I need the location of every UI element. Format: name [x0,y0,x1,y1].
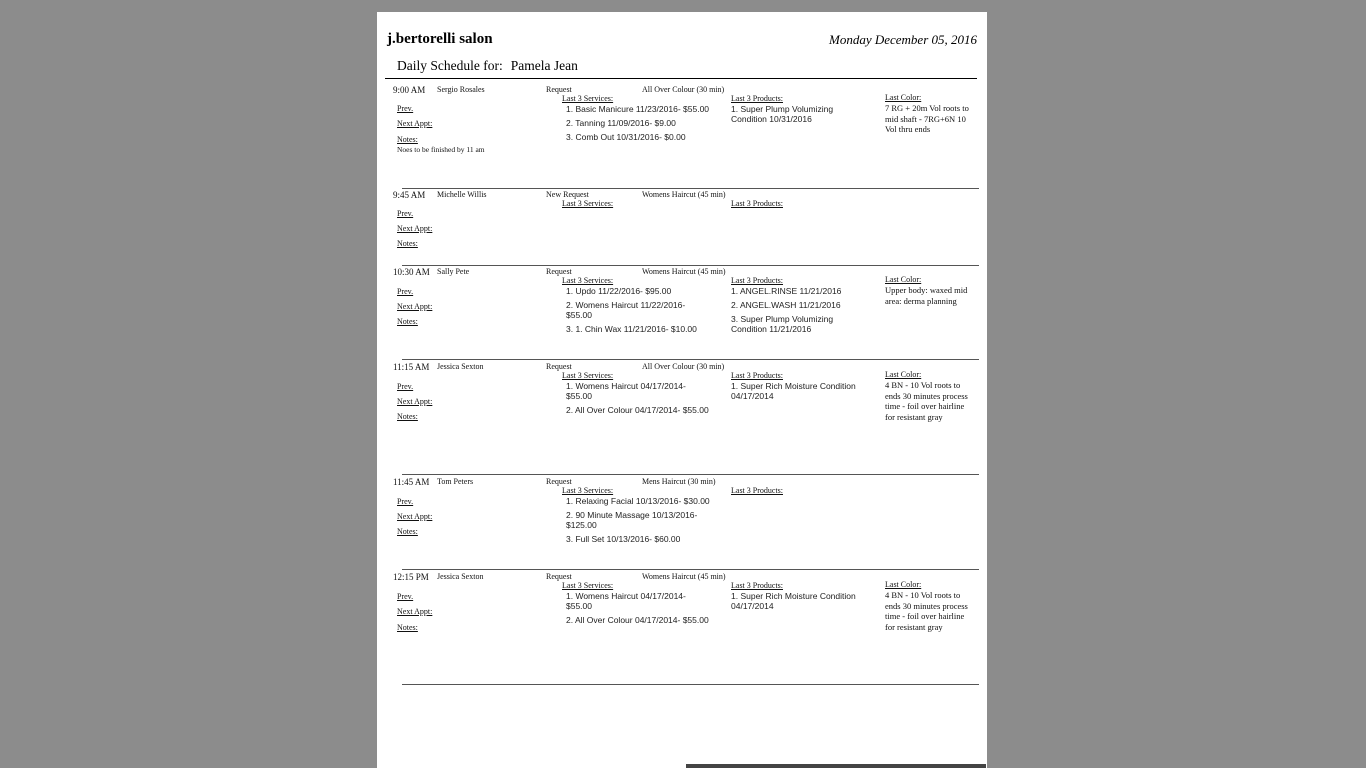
last-products-header: Last 3 Products: [731,276,783,285]
last-color-header: Last Color: [885,93,922,102]
client-name[interactable]: Tom Peters [437,477,474,486]
appointment-time: 11:15 AM [393,362,430,372]
client-name[interactable]: Jessica Sexton [437,362,484,371]
stylist-name: Pamela Jean [510,58,578,73]
last-products [731,199,871,209]
salon-name: j.bertorelli salon [387,31,493,47]
service-item: 2. 90 Minute Massage 10/13/2016- $125.00 [566,510,698,530]
prev-link[interactable]: Prev. [397,104,414,113]
request-type: Request [546,572,572,581]
last-services-header: Last 3 Services: [562,94,614,103]
last-products [731,371,871,401]
service-item: 3. 1. Chin Wax 11/21/2016- $10.00 [566,324,697,334]
next-appt-link[interactable]: Next Appt: [397,224,433,233]
booked-service: Womens Haircut (45 min) [642,190,726,199]
service-item: 2. Tanning 11/09/2016- $9.00 [566,118,676,128]
service-item: 1. Relaxing Facial 10/13/2016- $30.00 [566,496,710,506]
last-color [885,370,975,422]
client-name[interactable]: Jessica Sexton [437,572,484,581]
next-appt-link[interactable]: Next Appt: [397,119,433,128]
product-item: 2. ANGEL.WASH 11/21/2016 [731,300,841,310]
schedule-title [397,58,578,74]
schedule-date: Monday December 05, 2016 [828,32,977,47]
booked-service: All Over Colour (30 min) [642,85,725,94]
last-color [885,580,975,632]
last-color-header: Last Color: [885,370,922,379]
prev-link[interactable]: Prev. [397,287,414,296]
appointment-time: 9:45 AM [393,190,426,200]
prev-link[interactable]: Prev. [397,382,414,391]
service-item: 1. Womens Haircut 04/17/2014- $55.00 [566,381,686,401]
last-products [731,581,871,611]
service-item: 3. Comb Out 10/31/2016- $0.00 [566,132,686,142]
last-services-header: Last 3 Services: [562,581,614,590]
request-type: Request [546,85,572,94]
service-item: 2. Womens Haircut 11/22/2016- $55.00 [566,300,686,320]
notes-link[interactable]: Notes: [397,623,418,632]
last-products-header: Last 3 Products: [731,486,783,495]
request-type: Request [546,267,572,276]
client-name[interactable]: Sergio Rosales [437,85,485,94]
product-item: 1. ANGEL.RINSE 11/21/2016 [731,286,842,296]
service-item: 2. All Over Colour 04/17/2014- $55.00 [566,405,709,415]
last-products-header: Last 3 Products: [731,199,783,208]
service-item: 1. Basic Manicure 11/23/2016- $55.00 [566,104,710,114]
notes-link[interactable]: Notes: [397,527,418,536]
booked-service: Mens Haircut (30 min) [642,477,716,486]
schedule-label: Daily Schedule for: [397,58,503,73]
appointment-divider [402,265,979,266]
last-products [731,486,871,496]
notes-link[interactable]: Notes: [397,135,418,144]
last-color [885,275,975,306]
notes-text: Noes to be finished by 11 am [397,145,485,154]
next-appt-link[interactable]: Next Appt: [397,607,433,616]
appointment-divider [402,474,979,475]
appointment-time: 12:15 PM [393,572,429,582]
schedule-page [377,12,987,768]
booked-service: All Over Colour (30 min) [642,362,725,371]
booked-service: Womens Haircut (45 min) [642,267,726,276]
appointment-divider [402,569,979,570]
appointment-divider [402,188,979,189]
client-name[interactable]: Michelle Willis [437,190,487,199]
request-type: Request [546,362,572,371]
product-item: 1. Super Rich Moisture Condition 04/17/2014 [731,591,856,611]
product-item: 1. Super Rich Moisture Condition 04/17/2014 [731,381,856,401]
prev-link[interactable]: Prev. [397,592,414,601]
last-services-header: Last 3 Services: [562,199,614,208]
prev-link[interactable]: Prev. [397,497,414,506]
request-type: New Request [546,190,589,199]
appointment-time: 10:30 AM [393,267,430,277]
last-services-header: Last 3 Services: [562,371,614,380]
page-edge-shadow [686,764,986,768]
last-color-text: 7 RG + 20m Vol roots to mid shaft - 7RG+6N 10 Vol thru ends [885,103,969,134]
last-color-header: Last Color: [885,580,922,589]
booked-service: Womens Haircut (45 min) [642,572,726,581]
last-color-text: Upper body: waxed mid area: derma planning [885,285,968,306]
last-color-text: 4 BN - 10 Vol roots to ends 30 minutes process time - foil over hairline for resistant gray [885,380,968,422]
last-services-header: Last 3 Services: [562,276,614,285]
last-services [562,581,712,625]
last-services [562,276,712,334]
last-services-header: Last 3 Services: [562,486,614,495]
last-color [885,93,975,135]
prev-link[interactable]: Prev. [397,209,414,218]
appointment-time: 9:00 AM [393,85,426,95]
next-appt-link[interactable]: Next Appt: [397,512,433,521]
service-item: 1. Updo 11/22/2016- $95.00 [566,286,672,296]
last-products-header: Last 3 Products: [731,94,783,103]
notes-link[interactable]: Notes: [397,239,418,248]
product-item: 1. Super Plump Volumizing Condition 10/31/2016 [731,104,834,124]
product-item: 3. Super Plump Volumizing Condition 11/21/2016 [731,314,834,334]
service-item: 2. All Over Colour 04/17/2014- $55.00 [566,615,709,625]
service-item: 1. Womens Haircut 04/17/2014- $55.00 [566,591,686,611]
service-item: 3. Full Set 10/13/2016- $60.00 [566,534,681,544]
next-appt-link[interactable]: Next Appt: [397,397,433,406]
notes-link[interactable]: Notes: [397,317,418,326]
next-appt-link[interactable]: Next Appt: [397,302,433,311]
last-services [562,199,712,209]
appointment-time: 11:45 AM [393,477,430,487]
appointment-divider [402,684,979,685]
last-color-text: 4 BN - 10 Vol roots to ends 30 minutes process time - foil over hairline for resistant gray [885,590,968,632]
appointment-divider [402,359,979,360]
last-services [562,371,712,415]
last-products-header: Last 3 Products: [731,581,783,590]
last-products [731,94,871,124]
header-divider [385,78,977,79]
last-services [562,94,712,142]
last-color-header: Last Color: [885,275,922,284]
last-products [731,276,871,334]
client-name[interactable]: Sally Pete [437,267,470,276]
last-services [562,486,712,544]
request-type: Request [546,477,572,486]
last-products-header: Last 3 Products: [731,371,783,380]
notes-link[interactable]: Notes: [397,412,418,421]
